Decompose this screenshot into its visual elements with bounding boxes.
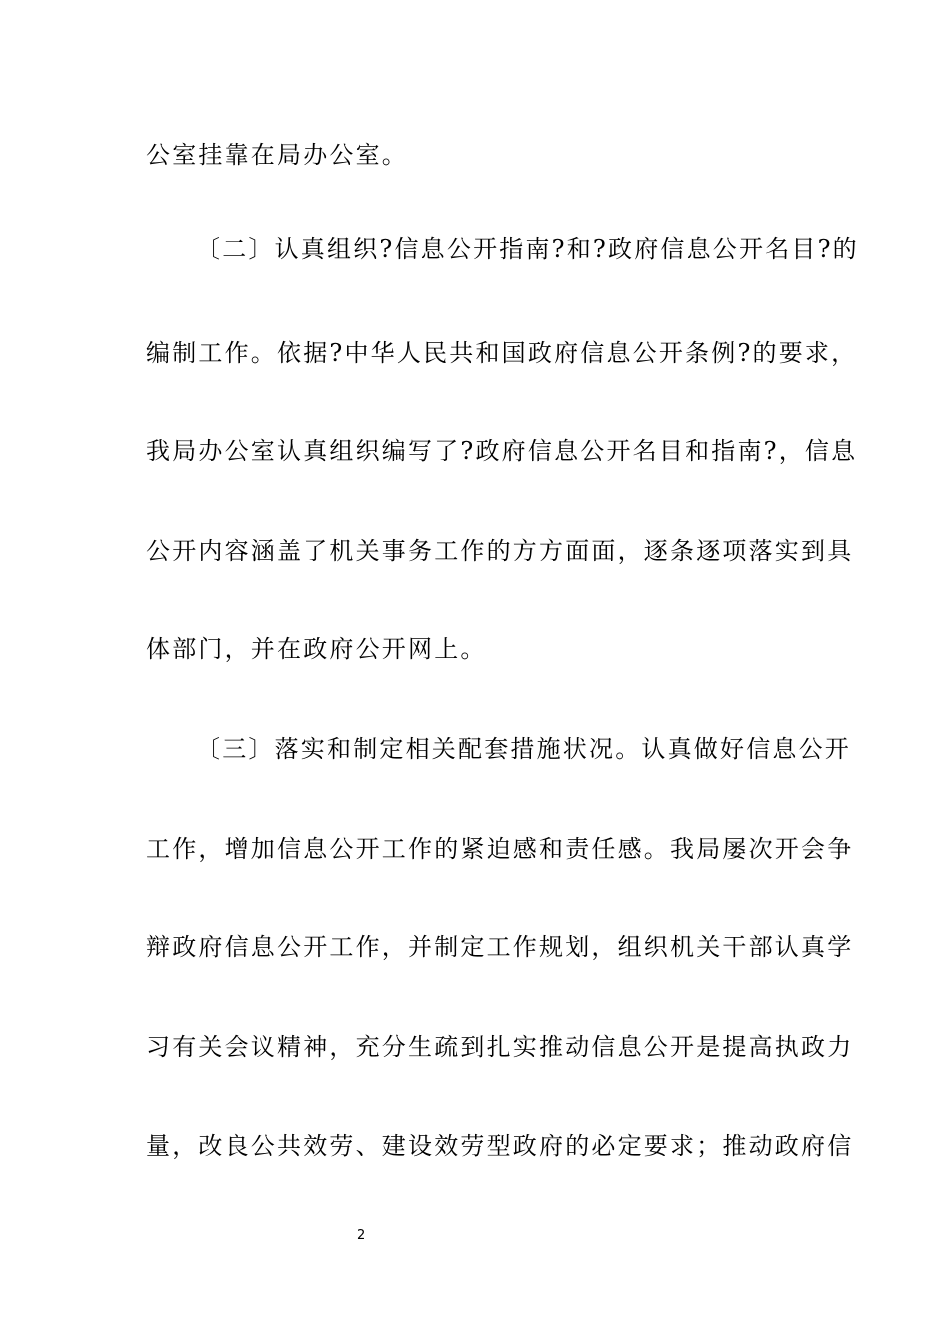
text-line: 编制工作。依据?中华人民共和国政府信息公开条例?的要求， xyxy=(146,339,858,367)
text-line: 我局办公室认真组织编写了?政府信息公开名目和指南?，信息 xyxy=(146,437,858,465)
text-line: 公室挂靠在局办公室。 xyxy=(146,141,408,169)
section-heading-three: 〔三〕落实和制定相关配套措施状况。认真做好信息公开 xyxy=(196,735,851,763)
text-line: 公开内容涵盖了机关事务工作的方方面面，逐条逐项落实到具 xyxy=(146,537,854,565)
text-line: 量，改良公共效劳、建设效劳型政府的必定要求；推动政府信 xyxy=(146,1132,854,1160)
page-number: 2 xyxy=(357,1228,366,1243)
text-line: 习有关会议精神，充分生疏到扎实推动信息公开是提高执政力 xyxy=(146,1033,854,1061)
text-line: 辩政府信息公开工作，并制定工作规划，组织机关干部认真学 xyxy=(146,933,854,961)
section-heading-two: 〔二〕认真组织?信息公开指南?和?政府信息公开名目?的 xyxy=(196,235,859,263)
text-line: 体部门，并在政府公开网上。 xyxy=(146,635,487,663)
text-line: 工作，增加信息公开工作的紧迫感和责任感。我局屡次开会争 xyxy=(146,835,854,863)
